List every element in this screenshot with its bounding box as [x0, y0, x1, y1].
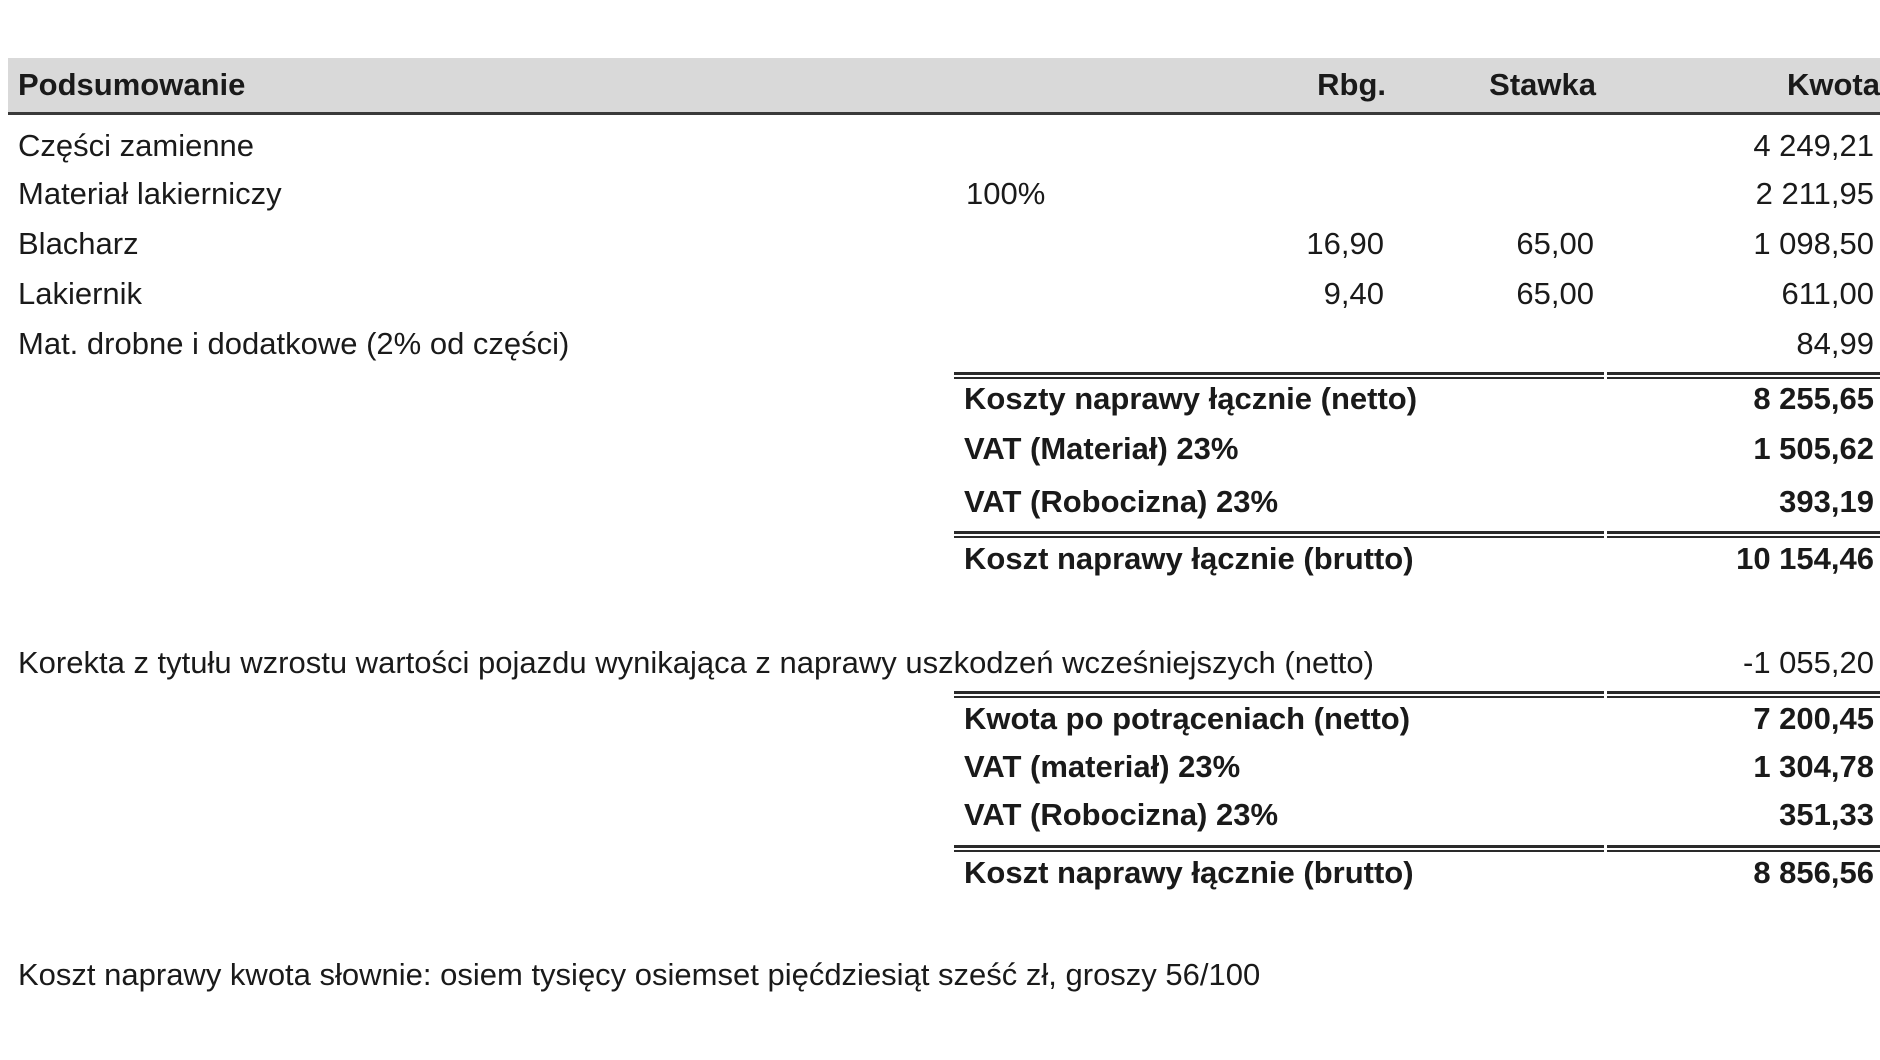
column-header-rbg: Rbg.: [1317, 67, 1386, 102]
row-percent-paint-material: 100%: [966, 176, 1046, 211]
total-net-label: Koszty naprawy łącznie (netto): [964, 381, 1418, 416]
amount-in-words: Koszt naprawy kwota słownie: osiem tysięcy osiemset pięćdziesiąt sześć zł, groszy 56/100: [18, 957, 1261, 992]
vat-material-2-label: VAT (materiał) 23%: [964, 749, 1241, 784]
final-gross-label: Koszt naprawy łącznie (brutto): [964, 855, 1414, 890]
double-rule: [954, 691, 1880, 698]
double-rule: [954, 531, 1880, 538]
double-rule: [954, 845, 1880, 852]
row-rate-panel-beater: 65,00: [1516, 226, 1594, 261]
vat-labour-2-value: 351,33: [1779, 797, 1874, 832]
row-label-small-materials: Mat. drobne i dodatkowe (2% od części): [18, 326, 570, 361]
row-label-parts: Części zamienne: [18, 128, 255, 163]
correction-label: Korekta z tytułu wzrostu wartości pojazdu wynikająca z naprawy uszkodzeń wcześniejszych (netto): [18, 645, 1374, 680]
vat-labour-label: VAT (Robocizna) 23%: [964, 484, 1279, 519]
row-amount-parts: 4 249,21: [1753, 128, 1874, 163]
row-amount-paint-material: 2 211,95: [1755, 176, 1874, 211]
column-header-stawka: Stawka: [1489, 67, 1596, 102]
double-rule: [954, 372, 1880, 379]
row-hours-painter: 9,40: [1323, 276, 1384, 311]
row-amount-painter: 611,00: [1781, 276, 1874, 311]
total-net-value: 8 255,65: [1753, 381, 1874, 416]
row-amount-panel-beater: 1 098,50: [1753, 226, 1874, 261]
row-label-painter: Lakiernik: [18, 276, 143, 311]
final-gross-value: 8 856,56: [1753, 855, 1874, 890]
summary-title: Podsumowanie: [18, 67, 246, 102]
correction-value: -1 055,20: [1743, 645, 1874, 680]
after-deductions-net-label: Kwota po potrąceniach (netto): [964, 701, 1411, 736]
row-label-paint-material: Materiał lakierniczy: [18, 176, 282, 211]
row-amount-small-materials: 84,99: [1796, 326, 1874, 361]
row-rate-painter: 65,00: [1516, 276, 1594, 311]
vat-labour-2-label: VAT (Robocizna) 23%: [964, 797, 1279, 832]
row-hours-panel-beater: 16,90: [1306, 226, 1384, 261]
vat-labour-value: 393,19: [1779, 484, 1874, 519]
vat-material-label: VAT (Materiał) 23%: [964, 431, 1239, 466]
total-gross-label: Koszt naprawy łącznie (brutto): [964, 541, 1414, 576]
column-header-kwota: Kwota: [1787, 67, 1880, 102]
vat-material-2-value: 1 304,78: [1753, 749, 1874, 784]
after-deductions-net-value: 7 200,45: [1753, 701, 1874, 736]
vat-material-value: 1 505,62: [1753, 431, 1874, 466]
row-label-panel-beater: Blacharz: [18, 226, 139, 261]
summary-header: [8, 58, 1880, 115]
total-gross-value: 10 154,46: [1736, 541, 1874, 576]
